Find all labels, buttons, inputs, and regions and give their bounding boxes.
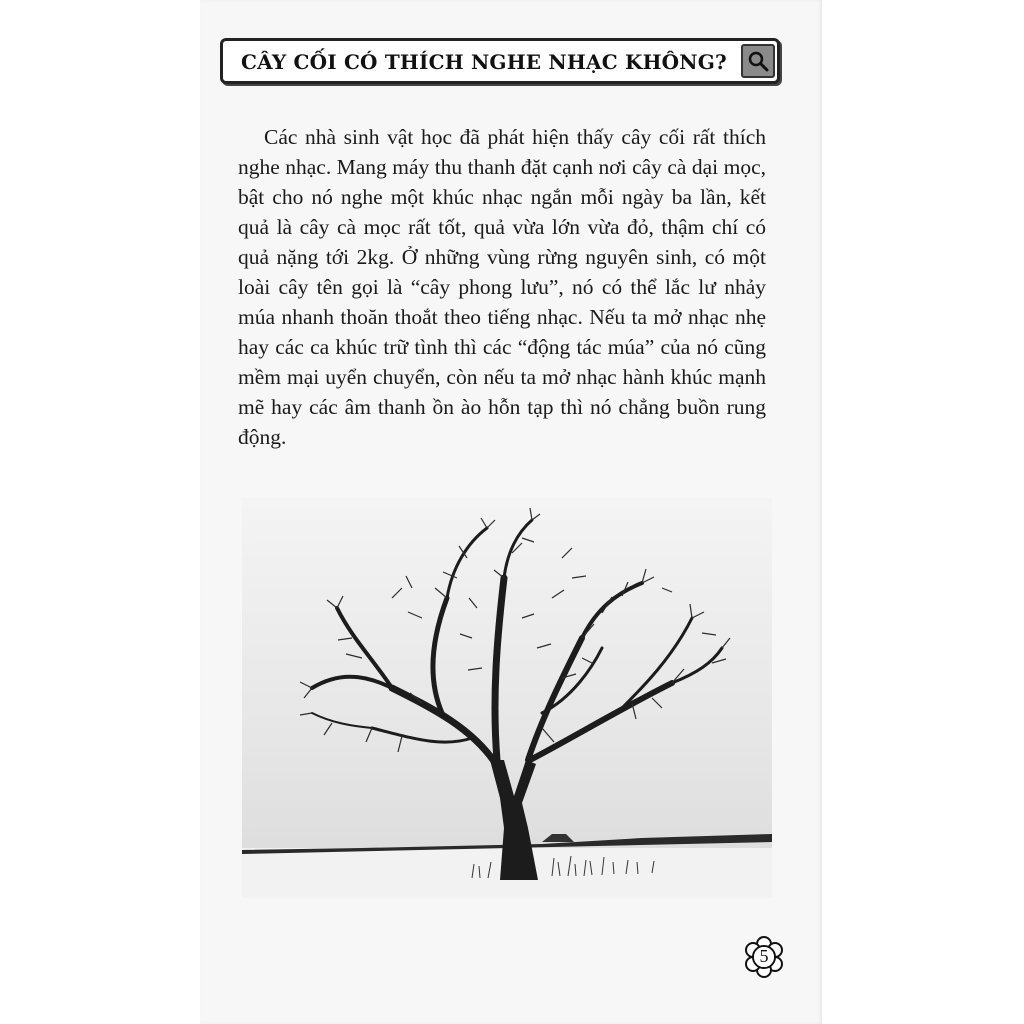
page-number: 5 — [759, 946, 769, 966]
page-number-badge — [742, 935, 786, 979]
title-banner — [220, 38, 780, 84]
article-paragraph: Các nhà sinh vật học đã phát hiện thấy cây cối rất thích nghe nhạc. Mang máy thu thanh đặt cạnh nơi cây cà dại mọc, bật cho nó nghe một khúc nhạc ngắn mỗi ngày ba lần, kết quả là cây cà mọc rất tốt, quả vừa lớn vừa đỏ, thậm chí có quả nặng tới 2kg. Ở những vùng rừng nguyên sinh, có một loài cây tên gọi là “cây phong lưu”, nó có thể lắc lư nhảy múa nhanh thoăn thoắt theo tiếng nhạc. Nếu ta mở nhạc nhẹ hay các ca khúc trữ tình thì các “động tác múa” của nó cũng mềm mại uyển chuyển, còn nếu ta mở nhạc hành khúc mạnh mẽ hay các âm thanh ồn ào hỗn tạp thì nó chẳng buồn rung động. — [238, 125, 766, 449]
page-title: CÂY CỐI CÓ THÍCH NGHE NHẠC KHÔNG? — [241, 50, 727, 74]
search-icon — [747, 50, 769, 72]
tree-photo — [242, 498, 772, 898]
tree-illustration — [242, 498, 772, 898]
search-button[interactable] — [741, 44, 775, 78]
